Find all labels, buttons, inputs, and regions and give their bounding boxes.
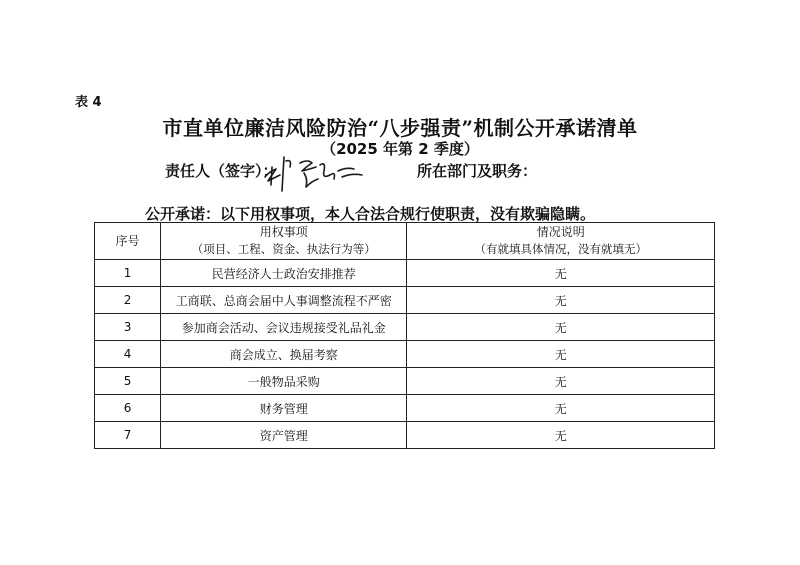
header-item-note: （项目、工程、资金、执法行为等） [191, 242, 376, 256]
row-number: 1 [95, 260, 161, 287]
table-row [95, 314, 715, 341]
row-number: 6 [95, 395, 161, 422]
header-status-title: 情况说明 [536, 225, 585, 239]
header-status [407, 223, 715, 260]
row-status: 无 [407, 287, 715, 314]
row-number: 5 [95, 368, 161, 395]
table-row [95, 341, 715, 368]
commitment-table [94, 222, 715, 449]
row-item: 商会成立、换届考察 [161, 341, 407, 368]
row-status: 无 [407, 341, 715, 368]
handwritten-signature [262, 145, 372, 195]
row-item: 财务管理 [161, 395, 407, 422]
row-item: 一般物品采购 [161, 368, 407, 395]
header-item [161, 223, 407, 260]
row-item: 民营经济人士政治安排推荐 [161, 260, 407, 287]
row-item: 资产管理 [161, 422, 407, 449]
header-seq: 序号 [95, 223, 161, 260]
table-row [95, 422, 715, 449]
document-title: 市直单位廉洁风险防治“八步强责”机制公开承诺清单 [162, 116, 638, 140]
row-number: 7 [95, 422, 161, 449]
department-position-label: 所在部门及职务： [417, 162, 538, 180]
quarter-subtitle: （2025 年第 2 季度） [321, 140, 479, 158]
header-status-note: （有就填具体情况，没有就填无） [474, 242, 647, 256]
row-status: 无 [407, 314, 715, 341]
row-number: 2 [95, 287, 161, 314]
table-row [95, 287, 715, 314]
table-row [95, 395, 715, 422]
responsible-person-label: 责任人（签字）： [165, 162, 278, 180]
row-status: 无 [407, 395, 715, 422]
header-item-title: 用权事项 [259, 225, 308, 239]
row-status: 无 [407, 422, 715, 449]
public-pledge-statement: 公开承诺：以下用权事项，本人合法合规行使职责，没有欺骗隐瞒。 [145, 205, 596, 223]
table-number-label: 表 4 [75, 95, 102, 110]
table-header-row [95, 223, 715, 260]
row-item: 参加商会活动、会议违规接受礼品礼金 [161, 314, 407, 341]
table-row [95, 260, 715, 287]
row-status: 无 [407, 260, 715, 287]
row-item: 工商联、总商会届中人事调整流程不严密 [161, 287, 407, 314]
table-row [95, 368, 715, 395]
row-number: 3 [95, 314, 161, 341]
row-number: 4 [95, 341, 161, 368]
row-status: 无 [407, 368, 715, 395]
